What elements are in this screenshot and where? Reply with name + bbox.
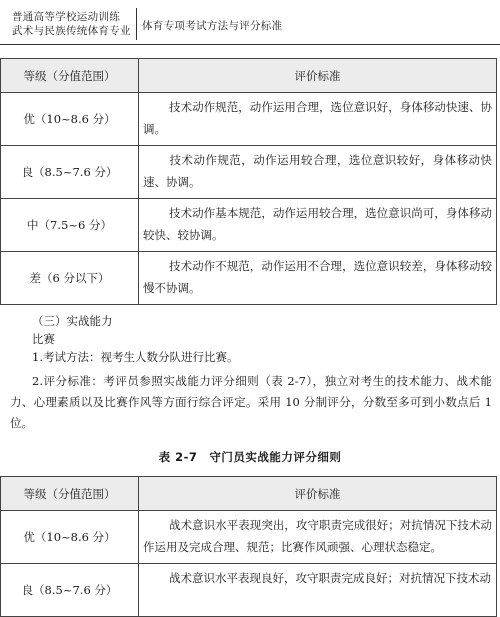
column-header-criteria: 评价标准 bbox=[139, 477, 497, 511]
table-row bbox=[1, 511, 497, 564]
header-book-title bbox=[12, 10, 132, 38]
criteria-cell bbox=[139, 199, 497, 252]
criteria-text: 技术动作基本规范，动作运用较合理，选位意识尚可，身体移动较快、较协调。 bbox=[143, 206, 492, 242]
criteria-cell bbox=[139, 252, 497, 305]
criteria-text: 技术动作规范，动作运用较合理，选位意识较好，身体移动快速、协调。 bbox=[143, 153, 492, 189]
table-header-row bbox=[1, 59, 497, 93]
column-header-grade: 等级（分值范围） bbox=[1, 59, 139, 93]
criteria-text: 技术动作不规范，动作运用不合理，选位意识较差，身体移动较慢不协调。 bbox=[143, 259, 492, 295]
scoring-standard-paragraph: 2.评分标准：考评员参照实战能力评分细则（表 2-7），独立对考生的技术能力、战术能力、心理素质以及比赛作风等方面行综合评定。采用 10 分制评分，分数至多可到小数点后 1 位。 bbox=[10, 374, 492, 430]
section-subtitle: 比赛 bbox=[32, 332, 55, 346]
table-row bbox=[1, 252, 497, 305]
page-header bbox=[0, 0, 500, 42]
grade-cell: 中（7.5~6 分） bbox=[1, 199, 139, 252]
criteria-text: 战术意识水平表现突出，攻守职责完成很好；对抗情况下技术动作运用及完成合理、规范；比赛作风顽强、心理状态稳定。 bbox=[143, 518, 492, 554]
table-row bbox=[1, 93, 497, 146]
table-row bbox=[1, 564, 497, 617]
exam-method-paragraph: 1.考试方法：视考生人数分队进行比赛。 bbox=[32, 350, 239, 364]
grade-cell: 良（8.5~7.6 分） bbox=[1, 146, 139, 199]
grade-cell: 优（10~8.6 分） bbox=[1, 93, 139, 146]
grade-cell: 差（6 分以下） bbox=[1, 252, 139, 305]
grading-table-goalkeeper bbox=[0, 476, 497, 617]
criteria-cell bbox=[139, 93, 497, 146]
criteria-cell bbox=[139, 564, 497, 617]
header-book-title-line1: 普通高等学校运动训练 bbox=[12, 11, 120, 23]
criteria-cell bbox=[139, 146, 497, 199]
header-chapter-title: 体育专项考试方法与评分标准 bbox=[142, 20, 283, 32]
table-header-row bbox=[1, 477, 497, 511]
table-caption: 表 2-7 守门员实战能力评分细则 bbox=[158, 450, 342, 464]
column-header-criteria: 评价标准 bbox=[139, 59, 497, 93]
header-rule bbox=[0, 44, 500, 45]
table-row bbox=[1, 146, 497, 199]
grade-cell: 优（10~8.6 分） bbox=[1, 511, 139, 564]
criteria-text: 技术动作规范，动作运用合理，选位意识好，身体移动快速、协调。 bbox=[143, 100, 492, 136]
grading-table-technique bbox=[0, 58, 497, 305]
header-divider bbox=[136, 8, 137, 40]
criteria-text: 战术意识水平表现良好，攻守职责完成良好；对抗情况下技术动 bbox=[169, 571, 491, 585]
section-title: （三）实战能力 bbox=[32, 314, 113, 328]
criteria-cell bbox=[139, 511, 497, 564]
header-book-title-line2: 武术与民族传统体育专业 bbox=[12, 25, 131, 37]
table-row bbox=[1, 199, 497, 252]
grade-cell: 良（8.5~7.6 分） bbox=[1, 564, 139, 617]
column-header-grade: 等级（分值范围） bbox=[1, 477, 139, 511]
